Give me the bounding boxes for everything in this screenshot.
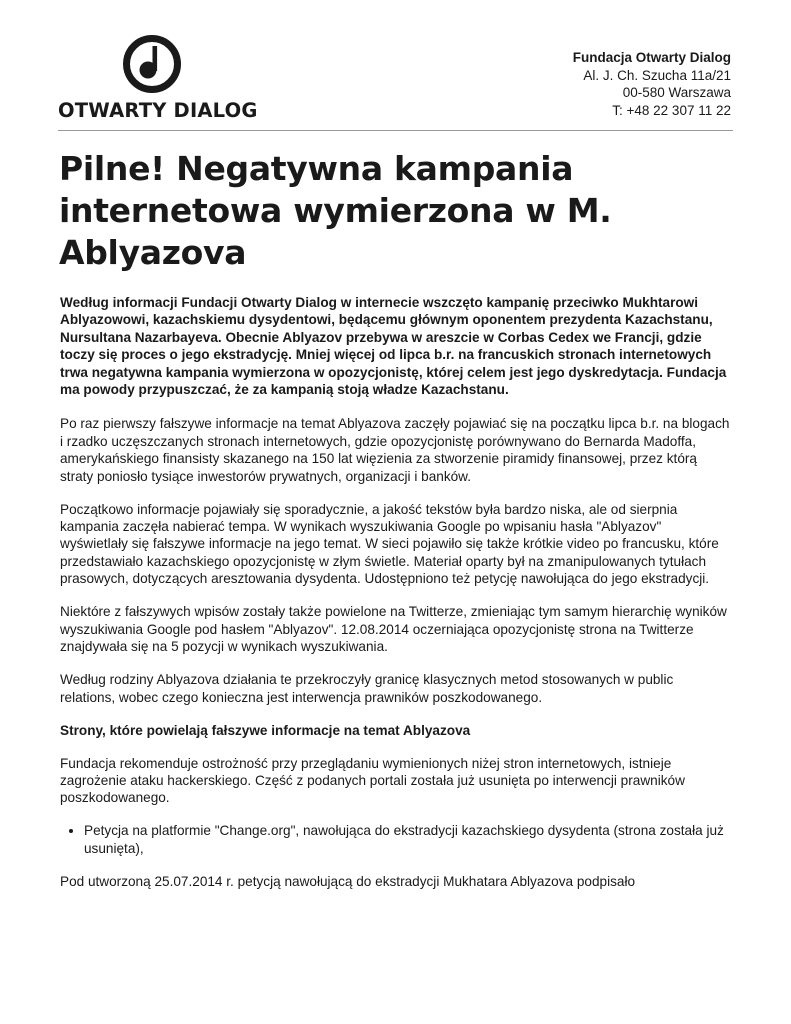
body-paragraph-3: Niektóre z fałszywych wpisów zostały także powielone na Twitterze, zmieniając tym samym hierarchię wyników wyszukiwania Google pod hasłem "Ablyazov". 12.08.2014 oczerniająca opozycjonistę strona na Twitterze znajdywała się na 5 pozycji w wynikach wyszukiwania. <box>60 604 727 655</box>
phone-number: T: +48 22 307 11 22 <box>612 102 731 118</box>
organization-name: Fundacja Otwarty Dialog <box>572 50 731 65</box>
lead-paragraph: Według informacji Fundacji Otwarty Dialog w internecie wszczęto kampanię przeciwko Mukhtarowi Ablyazowowi, kazachskiemu dysydentowi, będącemu głównym oponentem prezydenta Kazachstanu, Nursultana Nazarbayeva. Obecnie Ablyazov przebywa w areszcie w Corbas Cedex we Francji, gdzie toczy się proces o jego ekstradycję. Mniej więcej od lipca b.r. na francuskich stronach internetowych trwa negatywna kampania wymierzona w opozycjonistę, której celem jest jego dyskredytacja. Fundacja ma powody przypuszczać, że za kampanią stoją władze Kazachstanu. <box>60 295 727 398</box>
logo <box>58 34 258 124</box>
body-paragraph-1: Po raz pierwszy fałszywe informacje na temat Ablyazova zaczęły pojawiać się na początku lipca b.r. na blogach i rzadko uczęszczanych stronach internetowych, gdzie opozycjonistę porównywano do Bernarda Madoffa, amerykańskiego finansisty skazanego na 150 lat więzienia za stworzenie piramidy finansowej, przez którą straty poniosło tysiące inwestorów prywatnych, organizacji i banków. <box>60 416 730 484</box>
music-note-logo-icon <box>122 34 182 94</box>
body-paragraph-2: Początkowo informacje pojawiały się sporadycznie, a jakość tekstów była bardzo niska, ale od sierpnia kampania zaczęła nabierać tempa. W wynikach wyszukiwania Google po wpisaniu hasła "Ablyazov" wyświetlały się fałszywe informacje na jego temat. W sieci pojawiło się także krótkie video po francusku, które przedstawiało kazachskiego opozycjonistę w złym świetle. Materiał oparty był na zmanipulowanych tytułach prasowych, dotyczących aresztowania dysydenta. Udostępniono też petycję nawołująca do jego ekstradycji. <box>60 501 719 587</box>
article-body <box>60 294 732 906</box>
address-street: Al. J. Ch. Szucha 11a/21 <box>583 67 731 83</box>
header-divider <box>58 130 733 131</box>
logo-text: OTWARTY DIALOG <box>58 99 258 122</box>
address-city: 00-580 Warszawa <box>622 85 731 100</box>
body-paragraph-6: Pod utworzoną 25.07.2014 r. petycją nawołującą do ekstradycji Mukhatara Ablyazova podpisało <box>60 873 636 889</box>
section-subheading: Strony, które powielają fałszywe informacje na temat Ablyazova <box>60 722 471 738</box>
body-paragraph-4: Według rodziny Ablyazova działania te przekroczyły granicę klasycznych metod stosowanych w public relations, wobec czego konieczna jest interwencja prawników poszkodowanego. <box>60 672 674 705</box>
body-paragraph-5: Fundacja rekomenduje ostrożność przy przeglądaniu wymienionych niżej stron internetowych, istnieje zagrożenie ataku hackerskiego. Część z podanych portali została już usunięta po interwencji prawników poszkodowanego. <box>60 755 685 806</box>
article-title: Pilne! Negatywna kampania internetowa wymierzona w M. Ablyazova <box>59 149 612 272</box>
list-item: • Petycja na platformie "Change.org", nawołująca do ekstradycji kazachskiego dysydenta (strona została już usunięta), <box>84 822 732 857</box>
site-list <box>60 822 732 857</box>
organization-address <box>573 49 731 119</box>
